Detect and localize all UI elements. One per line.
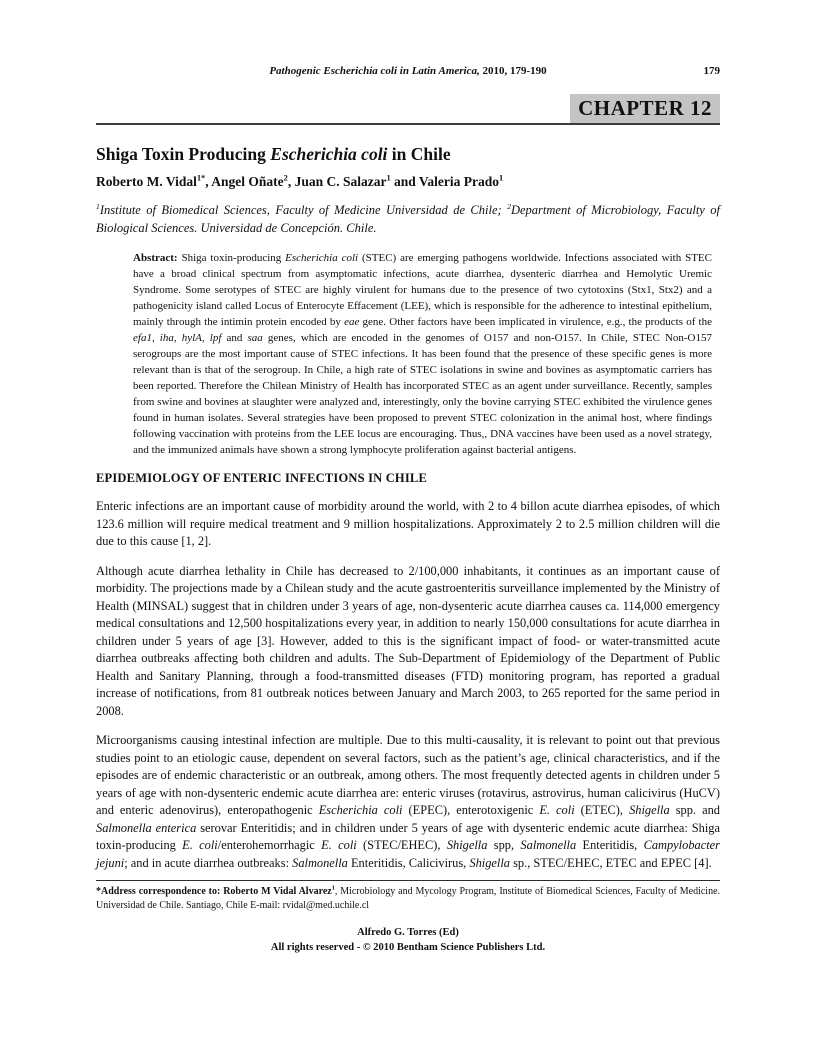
body-paragraph-3: Microorganisms causing intestinal infection are multiple. Due to this multi-causality, it is relevant to point out that previous studies point to an etiologic cause, dependent on several factors, such as the patient’s age, clinical characteristics, and if the episodes are of endemic characteristic or an outbreak, among others. The most frequently detected agents in children under 5 years of age with non-dysenteric endemic acute diarrhea are: enteric viruses (rotavirus, astrovirus, human calicivirus (HuCV) and enteric adenovirus), enteropathogenic Escherichia coli (EPEC), enterotoxigenic E. coli (ETEC), Shigella spp. and Salmonella enterica serovar Enteritidis; and in children under 5 years of age with dysenteric endemic acute diarrhea: Shiga toxin-producing E. coli/enterohemorrhagic E. coli (STEC/EHEC), Shigella spp, Salmonella Enteritidis, Campylobacter jejuni; and in acute diarrhea outbreaks: Salmonella Enteritidis, Calicivirus, Shigella sp., STEC/EHEC, ETEC and EPEC [4]. [96,733,720,870]
footer-rights-line: All rights reserved - © 2010 Bentham Science Publishers Ltd. [270,942,546,953]
chapter-rule [96,94,720,125]
running-head [96,64,720,79]
chapter-badge: CHAPTER 12 [570,94,720,123]
chapter-title: Shiga Toxin Producing Escherichia coli in Chile [96,144,451,164]
body-paragraph-2: Although acute diarrhea lethality in Chile has decreased to 2/100,000 inhabitants, it continues as an important cause of morbidity. The projections made by a Chilean study and the acute gastroenteritis surveillance implemented by the Ministry of Health (MINSAL) suggest that in children under 3 years of age, non-dysenteric acute diarrhea causes ca. 114,000 emergency medical consultations and 12,500 hospitalizations every year, in addition to nearly 150,000 consultations for acute diarrhea in children under 5 years of age [3]. However, added to this is the significant impact of food- or water-transmitted acute diarrhea outbreaks affecting both children and adults. The Sub-Department of Epidemiology of the Department of Public Health and Sanitary Planning, through a food-transmitted diseases (FTD) monitoring program, has reported a gradual increase of notifications, from 81 outbreak notices between January and March 2003, to 265 reported for the same period in 2008. [96,563,720,718]
footnote-divider [96,880,720,881]
authors-line: Roberto M. Vidal$^{1*}$, Angel Oñate$^2$, Juan C. Salazar$^1$ and Valeria Prado$^1$ [96,173,504,189]
section-heading: EPIDEMIOLOGY OF ENTERIC INFECTIONS IN CHILE [96,471,427,485]
footer-editor-line: Alfredo G. Torres (Ed) [357,927,459,938]
running-head-text: Pathogenic Escherichia coli in Latin America, 2010, 179-190 [269,65,547,77]
body-paragraph-1: Enteric infections are an important cause of morbidity around the world, with 2 to 4 billon acute diarrhea episodes, of which 123.6 million will require medical treatment and 9 million hospitalizations. Approximately 2 to 2.5 million children will die due to this cause [1, 2]. [96,499,720,548]
page-content [96,64,720,955]
page-number: 179 [703,65,720,77]
publisher-footer [96,925,720,955]
affiliation-line: $^1$Institute of Biomedical Sciences, Faculty of Medicine Universidad de Chile; $^2$Department of Microbiology, Faculty of Biological Sciences. Universidad de Concepción. Chile. [96,201,720,235]
correspondence-footnote: *Address correspondence to: Roberto M Vidal Alvarez$^1$, Microbiology and Mycology Program, Institute of Biomedical Sciences, Faculty of Medicine. Universidad de Chile. Santiago, Chile E-mail: rvidal@med.uchile.cl [96,884,721,911]
abstract-block: Abstract: Shiga toxin-producing Escherichia coli (STEC) are emerging pathogens worldwide. Infections associated with STEC have a broad clinical spectrum from asymptomatic infections, acute diarrhea, dysenteric diarrhea and Hemolytic Uremic Syndrome. Some serotypes of STEC are highly virulent for humans due to the presence of two cytotoxins (Stx1, Stx2) and a pathogenicity island called Locus of Enterocyte Effacement (LEE), which is responsible for the adherence to intestinal epithelium, mainly through the intimin protein encoded by eae gene. Other factors have been implicated in virulence, e.g., the products of the efa1, iha, hylA, lpf and saa genes, which are encoded in the genomes of O157 and non-O157. In Chile, STEC Non-O157 serogroups are the most important cause of STEC infections. It has been found that the presence of these specific genes is more relevant than is that of the serogroup. In Chile, a high rate of STEC isolations in swine and bovines as asymptomatic carriers has been reported. Therefore the Chilean Ministry of Health has incorporated STEC as an agent under surveillance. Recently, samples from swine and bovines at slaughter were analyzed and, interestingly, only the bovine carrying STEC exhibited the virulence genes found in human isolates. Several strategies have been proposed to prevent STEC colonization in the animal host, where findings following vaccination with proteins from the LEE locus are encouraging. Thus,, DNA vaccines have been used as a novel strategy, and the immunized animals have shown a strong lymphocyte proliferation against bacterial antigens. [133,252,712,456]
